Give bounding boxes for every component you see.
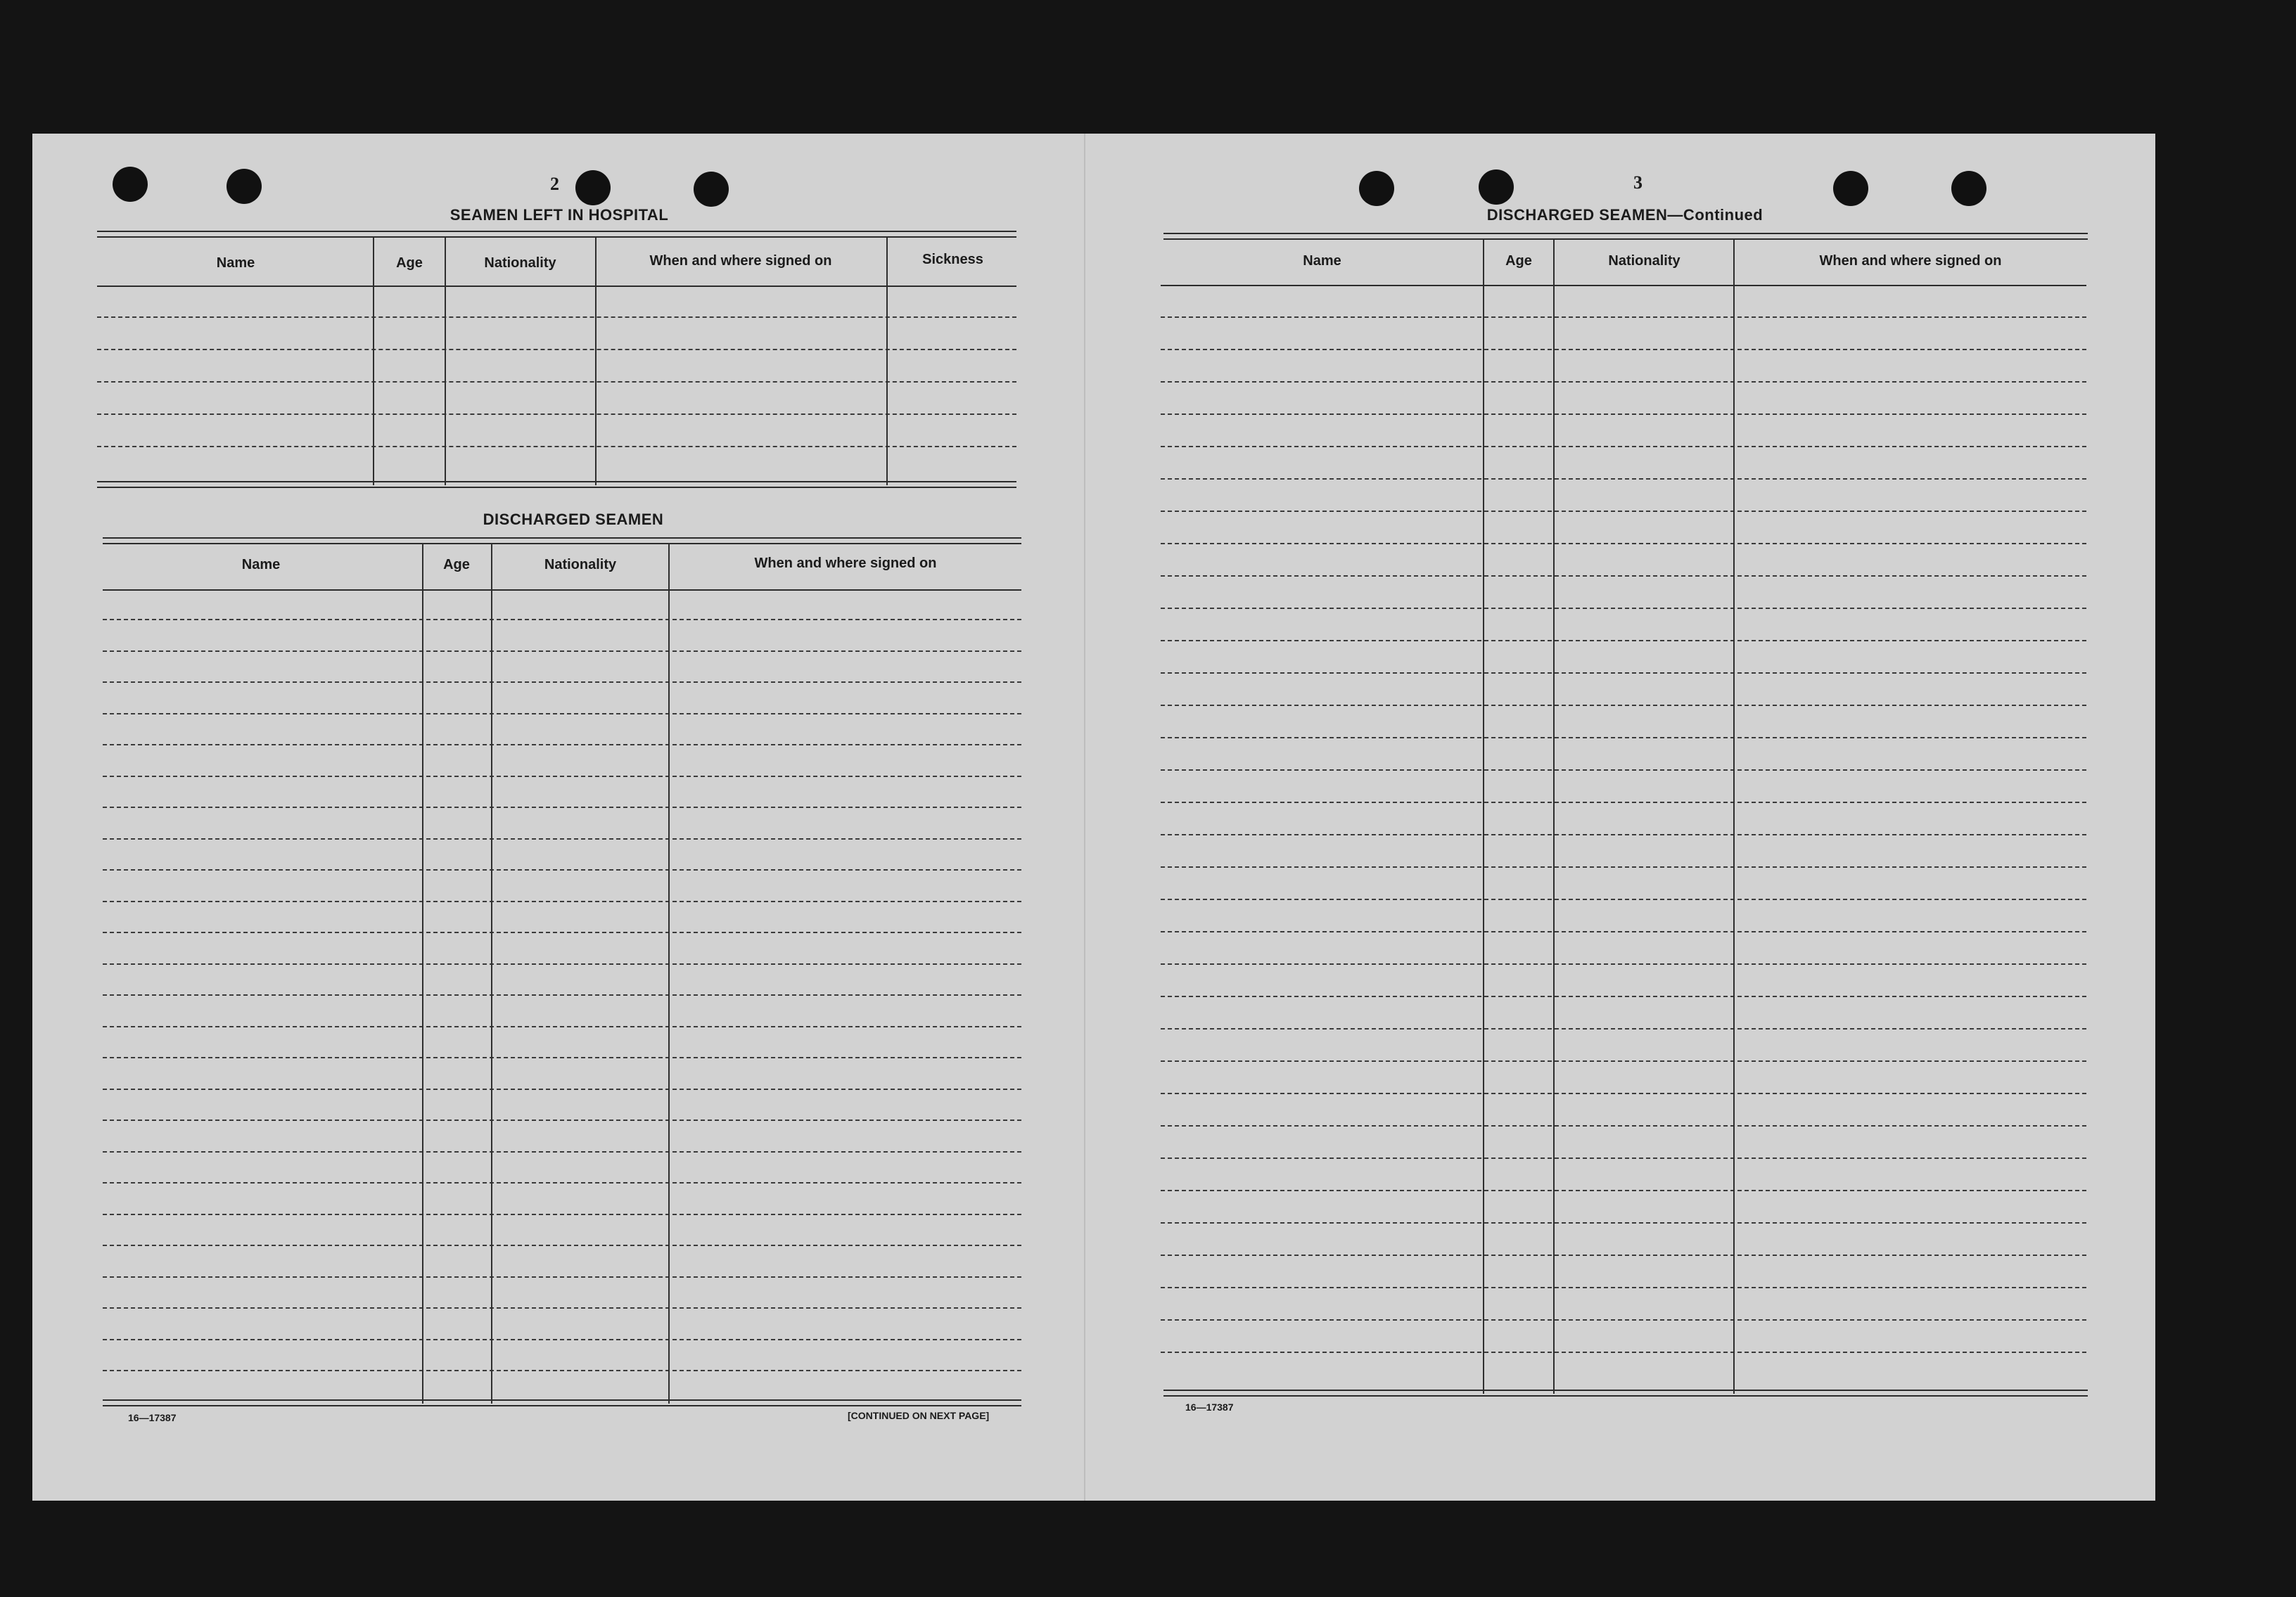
table-row-line <box>1161 899 2086 900</box>
col-header-name: Name <box>241 557 281 572</box>
punch-hole <box>227 169 262 204</box>
table-row-line <box>1161 349 2086 350</box>
table-row-line <box>1161 446 2086 447</box>
table-row-line <box>1161 1255 2086 1256</box>
col-header-when-where: When and where signed on <box>754 556 937 571</box>
table-row-line <box>103 1370 1021 1371</box>
section-title-discharged-continued: DISCHARGED SEAMEN—Continued <box>1486 206 1764 224</box>
table-row-line <box>103 901 1021 902</box>
column-divider <box>886 238 888 485</box>
section-title-hospital: SEAMEN LEFT IN HOSPITAL <box>449 206 669 224</box>
col-header-name: Name <box>216 255 255 271</box>
punch-hole <box>1479 169 1514 205</box>
table-row-line <box>1161 1125 2086 1127</box>
table-row-line <box>103 681 1021 683</box>
punch-hole <box>694 172 729 207</box>
table-row-line <box>103 744 1021 745</box>
section-title-discharged: DISCHARGED SEAMEN <box>483 511 664 528</box>
table-row-line <box>103 807 1021 808</box>
column-divider <box>422 543 423 1404</box>
col-header-age: Age <box>396 255 423 271</box>
continued-note: [CONTINUED ON NEXT PAGE] <box>848 1410 990 1421</box>
table-bottom-rule <box>97 481 1016 488</box>
table-row-line <box>1161 1028 2086 1030</box>
col-header-when-where: When and where signed on <box>1819 253 2002 269</box>
table-row-line <box>103 1026 1021 1027</box>
punch-hole <box>113 167 148 202</box>
table-row-line <box>1161 1190 2086 1191</box>
column-divider <box>595 238 597 485</box>
form-number: 16—17387 <box>128 1412 177 1423</box>
table-row-line <box>1161 672 2086 674</box>
col-header-age: Age <box>443 557 470 572</box>
discharged-top-rule <box>103 537 1021 544</box>
form-sheet <box>32 134 2155 1501</box>
table-row-line <box>1161 1287 2086 1288</box>
table-row-line <box>1161 316 2086 318</box>
col-header-nationality: Nationality <box>484 255 556 271</box>
table-row-line <box>103 1276 1021 1278</box>
table-row-line <box>103 619 1021 620</box>
table-row-line <box>1161 996 2086 997</box>
col-header-when-where: When and where signed on <box>649 253 832 269</box>
table-row-line <box>1161 737 2086 738</box>
table-row-line <box>103 1151 1021 1153</box>
table-row-line <box>1161 1060 2086 1062</box>
table-row-line <box>1161 543 2086 544</box>
column-divider <box>668 543 670 1404</box>
column-divider <box>445 238 446 485</box>
table-row-line <box>97 446 1016 447</box>
table-row-line <box>103 1339 1021 1340</box>
table-row-line <box>103 713 1021 714</box>
col-header-sickness: Sickness <box>922 252 983 267</box>
punch-hole <box>1359 171 1394 206</box>
table-row-line <box>103 1120 1021 1121</box>
table-row-line <box>1161 511 2086 512</box>
table-row-line <box>97 316 1016 318</box>
table-row-line <box>1161 1352 2086 1353</box>
table-row-line <box>97 413 1016 415</box>
discharged-header-rule <box>103 589 1021 591</box>
continued-header-rule <box>1161 285 2086 286</box>
table-row-line <box>1161 478 2086 480</box>
col-header-name: Name <box>1303 253 1341 269</box>
table-row-line <box>103 838 1021 840</box>
table-row-line <box>1161 1157 2086 1159</box>
form-number: 16—17387 <box>1185 1402 1234 1413</box>
table-row-line <box>103 1245 1021 1246</box>
column-divider <box>1733 239 1735 1394</box>
col-header-age: Age <box>1505 253 1532 269</box>
table-row-line <box>1161 1222 2086 1224</box>
table-row-line <box>1161 1319 2086 1321</box>
table-row-line <box>103 869 1021 871</box>
punch-hole <box>1951 171 1986 206</box>
punch-hole <box>575 170 611 205</box>
page-number: 2 <box>550 174 559 194</box>
table-row-line <box>1161 608 2086 609</box>
table-row-line <box>1161 802 2086 803</box>
table-row-line <box>103 1057 1021 1058</box>
table-row-line <box>1161 413 2086 415</box>
table-row-line <box>103 650 1021 652</box>
table-row-line <box>103 1307 1021 1309</box>
table-row-line <box>103 1182 1021 1184</box>
page-fold <box>1084 134 1085 1501</box>
punch-hole <box>1833 171 1868 206</box>
hospital-top-rule <box>97 231 1016 238</box>
table-row-line <box>103 932 1021 933</box>
continued-top-rule <box>1163 233 2088 240</box>
table-row-line <box>1161 640 2086 641</box>
column-divider <box>1553 239 1555 1394</box>
table-row-line <box>1161 575 2086 577</box>
table-row-line <box>1161 705 2086 706</box>
table-bottom-rule <box>103 1399 1021 1406</box>
table-row-line <box>103 963 1021 965</box>
hospital-header-rule <box>97 286 1016 287</box>
table-row-line <box>103 1089 1021 1090</box>
page-number: 3 <box>1633 172 1643 193</box>
table-row-line <box>97 349 1016 350</box>
table-bottom-rule <box>1163 1390 2088 1397</box>
table-row-line <box>1161 834 2086 835</box>
column-divider <box>373 238 374 485</box>
table-row-line <box>97 381 1016 383</box>
table-row-line <box>1161 963 2086 965</box>
table-row-line <box>103 994 1021 996</box>
column-divider <box>491 543 492 1404</box>
table-row-line <box>103 776 1021 777</box>
col-header-nationality: Nationality <box>1608 253 1680 269</box>
table-row-line <box>1161 769 2086 771</box>
table-row-line <box>103 1214 1021 1215</box>
column-divider <box>1483 239 1484 1394</box>
table-row-line <box>1161 866 2086 868</box>
table-row-line <box>1161 1093 2086 1094</box>
col-header-nationality: Nationality <box>544 557 617 572</box>
table-row-line <box>1161 381 2086 383</box>
table-row-line <box>1161 931 2086 932</box>
